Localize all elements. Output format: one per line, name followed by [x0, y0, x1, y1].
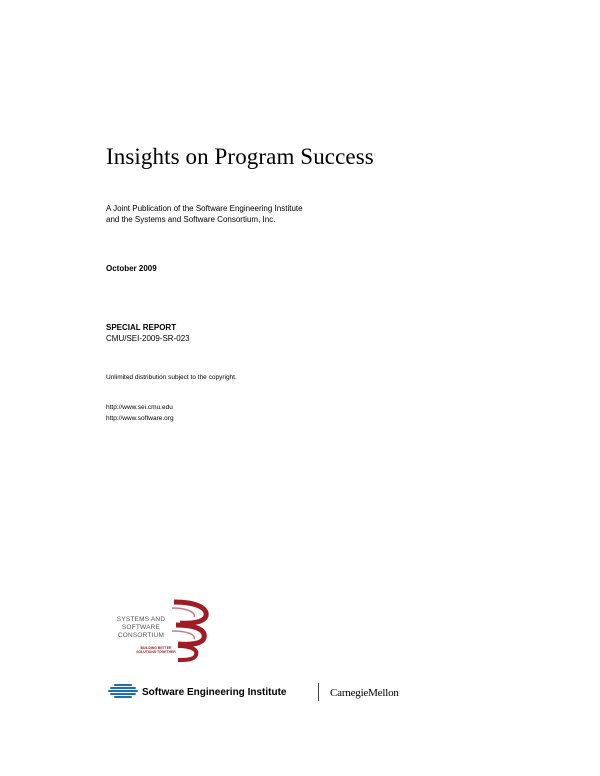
footer-logos: [108, 682, 428, 704]
ssc-tagline-2: SOLUTIONS TOGETHER: [136, 650, 176, 654]
sei-globe-icon: [108, 684, 138, 700]
report-info: [106, 322, 190, 344]
url-sei[interactable]: http://www.sei.cmu.edu: [106, 404, 173, 411]
document-subtitle: [106, 203, 303, 225]
cmu-logo-name: CarnegieMellon: [330, 687, 399, 699]
document-title: Insights on Program Success: [106, 144, 374, 169]
distribution-notice: Unlimited distribution subject to the copyright.: [106, 374, 237, 381]
sei-logo-name: Software Engineering Institute: [142, 687, 287, 698]
url-list: [106, 402, 174, 424]
ssc-swirl-icon: [166, 598, 212, 664]
ssc-tagline-1: BUILDING BETTER: [140, 646, 172, 650]
ssc-logo: [106, 598, 210, 666]
ssc-logo-line-2: SOFTWARE: [121, 624, 161, 631]
logo-divider: [318, 683, 319, 701]
report-number: CMU/SEI-2009-SR-023: [106, 334, 190, 343]
subtitle-line-2: and the Systems and Software Consortium, Inc.: [106, 215, 276, 224]
ssc-logo-line-1: SYSTEMS AND: [116, 616, 166, 623]
subtitle-line-1: A Joint Publication of the Software Engineering Institute: [106, 204, 303, 213]
ssc-logo-line-3: CONSORTIUM: [117, 632, 165, 639]
publication-date: October 2009: [106, 264, 157, 273]
report-kind: SPECIAL REPORT: [106, 323, 177, 332]
url-software[interactable]: http://www.software.org: [106, 415, 174, 422]
